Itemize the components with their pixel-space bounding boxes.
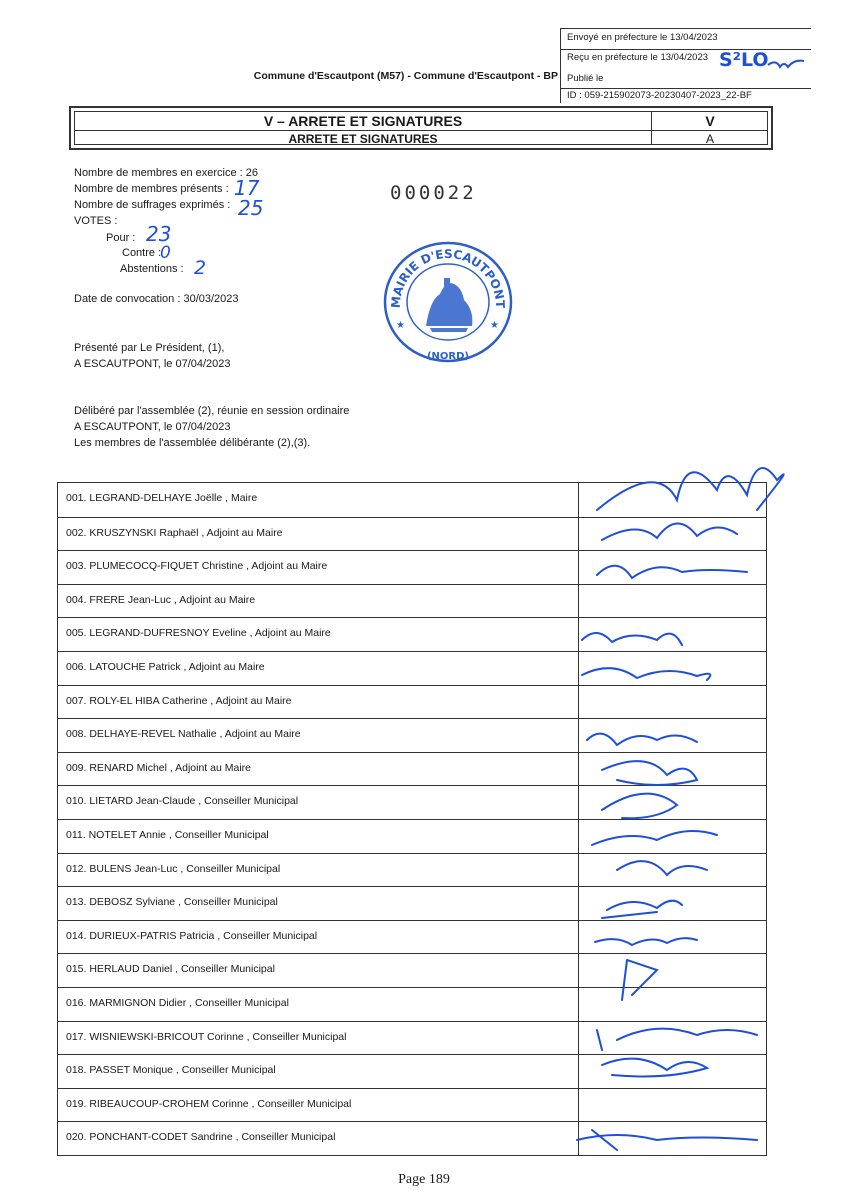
stamp-top-text: MAIRIE D'ESCAUTPONT [388, 246, 508, 309]
member-name: 006. LATOUCHE Patrick , Adjoint au Maire [66, 661, 265, 673]
member-row [58, 853, 766, 887]
member-signature-cell [578, 820, 766, 853]
member-row [58, 819, 766, 853]
member-row [58, 584, 766, 618]
member-signature-cell [578, 1022, 766, 1055]
pour-label: Pour : [106, 232, 136, 244]
member-signature-cell [578, 753, 766, 786]
member-row [58, 1054, 766, 1088]
member-row [58, 685, 766, 719]
prefecture-published: Publié le [567, 73, 604, 84]
member-name: 003. PLUMECOCQ-FIQUET Christine , Adjoint au Maire [66, 560, 328, 573]
prefecture-received-date: Reçu en préfecture le 13/04/2023 [567, 52, 709, 63]
member-name: 009. RENARD Michel , Adjoint au Maire [66, 761, 251, 774]
member-signature-cell [578, 719, 766, 752]
member-row [58, 1088, 766, 1122]
member-signature-cell [578, 1055, 766, 1088]
member-signature-cell [578, 887, 766, 920]
members-in-office: Nombre de membres en exercice : 26 [74, 167, 259, 179]
abstentions-label: Abstentions : [120, 263, 184, 275]
member-row [58, 483, 766, 517]
convocation-date: Date de convocation : 30/03/2023 [74, 293, 239, 305]
section-code: V [705, 113, 715, 129]
member-name: 014. DURIEUX-PATRIS Patricia , Conseiller Municipal [66, 929, 318, 942]
title-table [69, 106, 773, 150]
document-number: 000022 [390, 182, 477, 204]
presented-place-date: A ESCAUTPONT, le 07/04/2023 [74, 358, 231, 370]
member-row [58, 1021, 766, 1055]
member-signature-cell [578, 988, 766, 1021]
member-row [58, 920, 766, 954]
contre-label: Contre : [122, 247, 162, 259]
member-signature-cell [578, 618, 766, 651]
member-row [58, 617, 766, 651]
abstentions-value: 2 [194, 257, 207, 279]
signature-table [57, 482, 767, 1156]
s2lo-logo: S²LO [719, 49, 769, 71]
member-signature-cell [578, 786, 766, 819]
member-name: 002. KRUSZYNSKI Raphaël , Adjoint au Maire [66, 526, 283, 539]
deliberated-by: Délibéré par l'assemblée (2), réunie en session ordinaire [74, 405, 350, 417]
member-signature-cell [578, 585, 766, 618]
member-row [58, 550, 766, 584]
member-row [58, 886, 766, 920]
member-row [58, 517, 766, 551]
stamp-bottom-text: (NORD) [426, 351, 470, 362]
member-name: 007. ROLY-EL HIBA Catherine , Adjoint au Maire [66, 694, 292, 707]
member-row [58, 953, 766, 987]
votes-cast-value: 25 [238, 196, 264, 220]
member-signature-cell [578, 854, 766, 887]
section-subtitle: ARRETE ET SIGNATURES [288, 132, 438, 146]
member-name: 010. LIETARD Jean-Claude , Conseiller Municipal [66, 795, 299, 808]
member-signature-cell [578, 483, 766, 517]
member-signature-cell [578, 686, 766, 719]
svg-text:★: ★ [396, 320, 405, 331]
member-signature-cell [578, 921, 766, 954]
member-signature-cell [578, 518, 766, 551]
prefecture-id: ID : 059-215902073-20230407-2023_22-BF [567, 90, 752, 101]
prefecture-sent-date: Envoyé en préfecture le 13/04/2023 [567, 32, 718, 43]
members-present-value: 17 [234, 176, 260, 200]
member-name: 008. DELHAYE-REVEL Nathalie , Adjoint au Maire [66, 728, 301, 741]
member-name: 017. WISNIEWSKI-BRICOUT Corinne , Conseiller Municipal [66, 1030, 347, 1043]
member-signature-cell [578, 551, 766, 584]
member-name: 013. DEBOSZ Sylviane , Conseiller Municipal [66, 896, 278, 909]
presented-by: Présenté par Le Président, (1), [74, 342, 225, 354]
member-row [58, 718, 766, 752]
member-row [58, 785, 766, 819]
assembly-members-note: Les membres de l'assemblée délibérante (2),(3). [74, 437, 311, 449]
member-name: 004. FRERE Jean-Luc , Adjoint au Maire [66, 593, 256, 606]
contre-value: 0 [160, 243, 171, 263]
deliberated-place-date: A ESCAUTPONT, le 07/04/2023 [74, 421, 231, 433]
member-name: 018. PASSET Monique , Conseiller Municipal [66, 1064, 276, 1077]
member-name: 016. MARMIGNON Didier , Conseiller Municipal [66, 997, 289, 1009]
member-row [58, 1121, 766, 1155]
votes-cast-label: Nombre de suffrages exprimés : [74, 199, 231, 211]
votes-label: VOTES : [74, 215, 118, 227]
member-signature-cell [578, 1122, 766, 1155]
pour-value: 23 [146, 222, 172, 246]
section-title: V – ARRETE ET SIGNATURES [263, 113, 463, 129]
member-name: 019. RIBEAUCOUP-CROHEM Corinne , Conseiller Municipal [66, 1097, 352, 1110]
member-row [58, 651, 766, 685]
member-name: 020. PONCHANT-CODET Sandrine , Conseiller Municipal [66, 1131, 336, 1144]
subsection-code: A [705, 132, 714, 146]
member-name: 001. LEGRAND-DELHAYE Joëlle , Maire [66, 492, 258, 504]
member-row [58, 987, 766, 1021]
member-name: 011. NOTELET Annie , Conseiller Municipal [66, 829, 269, 841]
page-number: Page 189 [398, 1172, 450, 1187]
member-name: 005. LEGRAND-DUFRESNOY Eveline , Adjoint au Maire [66, 627, 331, 640]
member-signature-cell [578, 954, 766, 987]
mairie-stamp-icon [382, 240, 514, 364]
member-name: 015. HERLAUD Daniel , Conseiller Municipal [66, 963, 275, 976]
svg-text:★: ★ [490, 320, 499, 331]
s2lo-swoosh-icon [766, 57, 806, 71]
prefecture-receipt-box [560, 28, 811, 103]
member-name: 012. BULENS Jean-Luc , Conseiller Municipal [66, 862, 281, 875]
commune-header: Commune d'Escautpont (M57) - Commune d'Escautpont - BP [253, 70, 558, 82]
member-signature-cell [578, 652, 766, 685]
member-signature-cell [578, 1089, 766, 1122]
member-row [58, 752, 766, 786]
members-present-label: Nombre de membres présents : [74, 183, 229, 195]
